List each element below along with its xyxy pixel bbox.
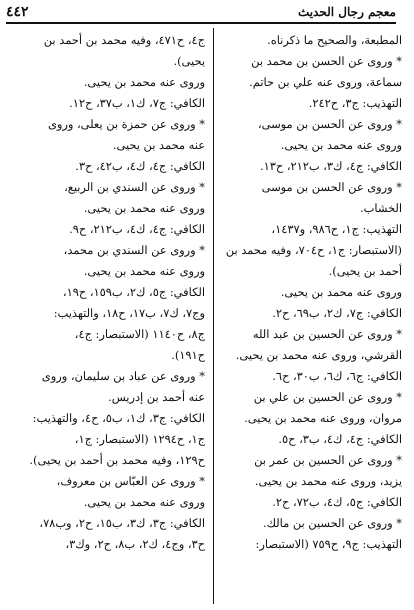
text-line: الكافي: ج٣، ك٣، ب١٥، ح٢، وب٧٨، — [39, 516, 205, 530]
text-line: * وروى عن العبّاس بن معروف، — [56, 474, 205, 488]
text-line: الكافي: ج٤، ك٤، ب٢١٢، ح٩. — [69, 222, 205, 236]
text-line: وروى عنه محمد بن يحيى. — [280, 285, 402, 299]
text-line: * وروى عن السندي بن الربيع، — [64, 180, 205, 194]
text-line: عنه محمد بن يحيى. — [112, 138, 205, 152]
text-line: ح١٩١). — [171, 348, 205, 362]
text-line: يحيى). — [173, 54, 205, 68]
text-line: * وروى عن السندي بن محمد، — [63, 243, 205, 257]
text-line: أحمد بن يحيى). — [328, 264, 402, 278]
text-line: المطبعة، والصحيح ما ذكرناه. — [267, 33, 402, 47]
text-line: * وروى عن الحسين بن علي بن — [253, 390, 402, 404]
text-line: ج١، ح١٢٩٤ (الاستبصار: ج١، — [74, 432, 205, 446]
text-line: القرشي، وروى عنه محمد بن يحيى. — [235, 348, 402, 362]
text-line: ح٣، وج٤، ك٢، ب٨، ح٢، وك٣، — [65, 537, 205, 551]
text-line: * وروى عن الحسن بن موسى، — [257, 117, 402, 131]
text-line: (الاستبصار: ج١، ح٧٠٤، وفيه محمد بن — [225, 243, 402, 257]
text-line: * وروى عن الحسين بن عبد الله — [252, 327, 402, 341]
text-line: الكافي: ج٦، ك٦، ب٣٠، ح٦. — [272, 369, 402, 383]
text-line: التهذيب: ج٩، ح٧٥٩ (الاستبصار: — [255, 537, 402, 551]
text-line: الكافي: ج٥، ك٤، ب٧٢، ح٢. — [272, 495, 402, 509]
text-line: التهذيب: ج١، ح٩٨٦، و١٤٣٧، — [271, 222, 402, 236]
text-line: الكافي: ج٣، ك١، ب٥، ح٤، والتهذيب: — [32, 411, 205, 425]
page-header — [6, 2, 396, 22]
text-line: الكافي: ج٤، ك٣، ب٢١٢، ح١٣. — [259, 159, 402, 173]
running-title: معجم رجال الحديث — [297, 5, 396, 19]
text-line: * وروى عن الحسن بن موسى — [261, 180, 402, 194]
text-line: * وروى عن عباد بن سليمان، وروى — [41, 369, 205, 383]
text-line: وج٧، ك٧، ب١٧، ح١٨، والتهذيب: — [53, 306, 205, 320]
text-line: ج٤، ح٤٧١، وفيه محمد بن أحمد بن — [43, 33, 205, 47]
text-line: الخشاب. — [360, 201, 402, 215]
right-column — [222, 30, 402, 555]
text-line: وروى عنه محمد بن يحيى. — [83, 495, 205, 509]
text-line: وروى عنه محمد بن يحيى. — [280, 138, 402, 152]
page-number: ٤٤٢ — [6, 4, 29, 20]
text-line: عنه أحمد بن إدريس. — [108, 390, 205, 404]
text-line: الكافي: ج٤، ك٤، ب٣، ح٥. — [278, 432, 402, 446]
text-line: الكافي: ج٥، ك٢، ب١٥٩، ح١٩، — [62, 285, 205, 299]
text-line: الكافي: ج٧، ك٢، ب٦٩، ح٢. — [272, 306, 402, 320]
text-line: * وروى عن الحسين بن مالك. — [262, 516, 402, 530]
left-column — [10, 30, 205, 555]
text-line: ج٨، ح١١٤٠ (الاستبصار: ج٤، — [74, 327, 205, 341]
text-line: * وروى عن الحسين بن عمر بن — [254, 453, 402, 467]
text-line: وروى عنه محمد بن يحيى. — [83, 75, 205, 89]
text-line: * وروى عن الحسن بن محمد بن — [251, 54, 402, 68]
text-line: ح١٢٩، وفيه محمد بن أحمد بن يحيى). — [29, 453, 205, 467]
text-line: سماعة، وروى عنه علي بن حاتم. — [249, 75, 402, 89]
text-line: * وروى عن حمزة بن يعلى، وروى — [47, 117, 205, 131]
text-line: الكافي: ج٧، ك١، ب٣٧، ح١٢. — [69, 96, 205, 110]
text-line: وروى عنه محمد بن يحيى. — [83, 201, 205, 215]
text-line: الكافي: ج٤، ك٤، ب٤٢، ح٣. — [75, 159, 205, 173]
text-line: وروى عنه محمد بن يحيى. — [83, 264, 205, 278]
header-rule — [6, 22, 396, 24]
column-divider — [213, 28, 214, 604]
text-line: مروان، وروى عنه محمد بن يحيى. — [244, 411, 402, 425]
text-line: يزيد، وروى عنه محمد بن يحيى. — [254, 474, 402, 488]
text-line: التهذيب: ج٣، ح٢٤٢. — [308, 96, 402, 110]
